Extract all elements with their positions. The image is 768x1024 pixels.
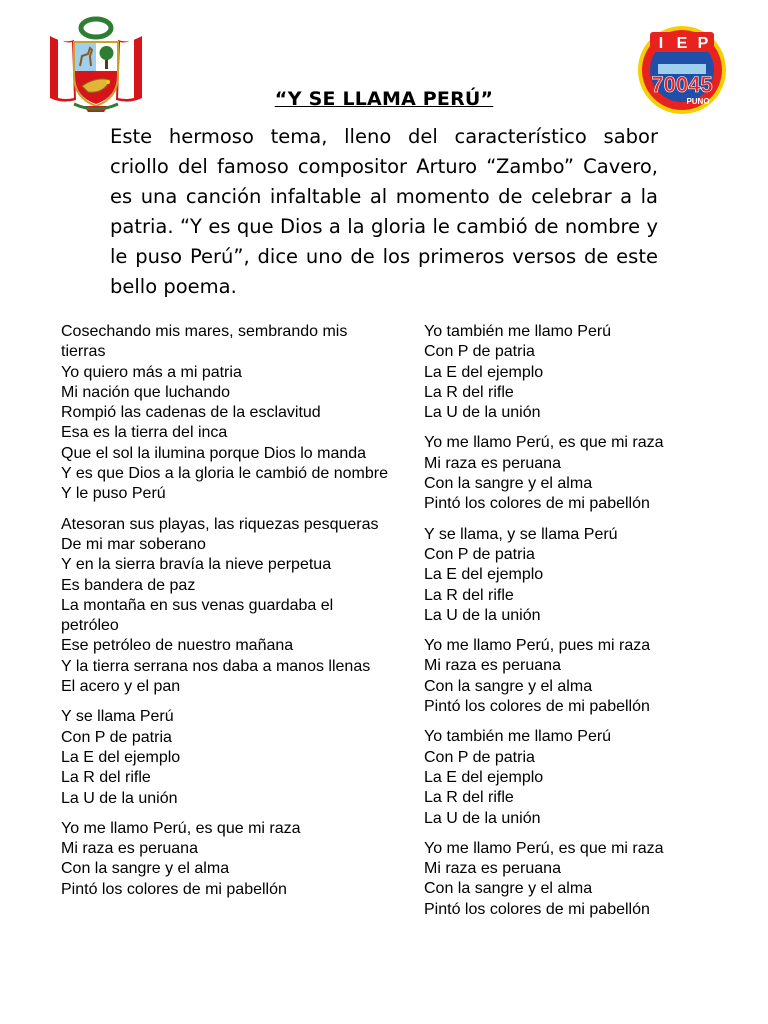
lyrics-line: La R del rifle — [424, 383, 514, 401]
lyrics-line: Pintó los colores de mi pabellón — [424, 900, 650, 918]
lyrics-line: Con la sangre y el alma — [61, 860, 230, 878]
lyrics-line: La U de la unión — [61, 789, 178, 807]
lyrics-line: La U de la unión — [424, 606, 541, 624]
lyrics-line: Mi nación que luchando — [61, 383, 231, 401]
lyrics-stanza — [424, 525, 744, 626]
lyrics-stanza — [424, 727, 744, 828]
lyrics-line: Y se llama Perú — [61, 708, 174, 726]
lyrics-line: La U de la unión — [424, 809, 541, 827]
lyrics-stanza — [424, 322, 744, 423]
logo-letter-i: I — [658, 35, 664, 52]
tree-icon — [100, 46, 114, 60]
lyrics-line: Cosechando mis mares, sembrando mis tierras — [61, 323, 348, 361]
lyrics-stanza — [61, 707, 391, 808]
lyrics-line: Pintó los colores de mi pabellón — [424, 495, 650, 513]
lyrics-stanza — [61, 819, 391, 900]
lyrics-line: Que el sol la ilumina porque Dios lo manda — [61, 444, 367, 462]
logo-letter-p: P — [697, 35, 709, 52]
lyrics-stanza — [61, 515, 391, 698]
lyrics-line: Yo también me llamo Perú — [424, 728, 612, 746]
lyrics-line: Yo me llamo Perú, pues mi raza — [424, 637, 651, 655]
page-title: “Y SE LLAMA PERÚ” — [274, 88, 494, 110]
intro-paragraph: Este hermoso tema, lleno del característico sabor criollo del famoso compositor Arturo “Zambo” Cavero, es una canción infaltable al momento de celebrar a la patria. “Y es que Dios a la gloria le cambió de nombre y le puso Perú”, dice uno de los primeros versos de este bello poema. — [110, 125, 658, 298]
lyrics-line: Rompió las cadenas de la esclavitud — [61, 404, 321, 422]
lyrics-line: La R del rifle — [61, 769, 151, 787]
lyrics-line: Mi raza es peruana — [424, 454, 561, 472]
lyrics-line: Yo me llamo Perú, es que mi raza — [61, 819, 301, 837]
lyrics-line: Con la sangre y el alma — [424, 880, 593, 898]
lyrics-line: Con P de patria — [424, 343, 535, 361]
lyrics-line: La E del ejemplo — [424, 768, 544, 786]
lyrics-line: Yo me llamo Perú, es que mi raza — [424, 839, 664, 857]
lyrics-line: La R del rifle — [424, 586, 514, 604]
logo-number: 70045 — [651, 72, 713, 97]
lyrics-line: Pintó los colores de mi pabellón — [61, 880, 287, 898]
lyrics-line: El acero y el pan — [61, 678, 181, 696]
lyrics-column-right — [424, 322, 744, 930]
lyrics-line: Mi raza es peruana — [424, 657, 561, 675]
wreath-icon — [81, 19, 111, 37]
lyrics-line: Con la sangre y el alma — [424, 475, 593, 493]
logo-place: PUNO — [686, 97, 710, 106]
lyrics-line: Con P de patria — [424, 545, 535, 563]
logo-letter-e: E — [676, 35, 688, 52]
lyrics-line: Ese petróleo de nuestro mañana — [61, 637, 294, 655]
lyrics-line: La R del rifle — [424, 789, 514, 807]
lyrics-line: Con la sangre y el alma — [424, 677, 593, 695]
lyrics-line: Y le puso Perú — [61, 485, 166, 503]
lyrics-line: La E del ejemplo — [61, 748, 181, 766]
lyrics-line: Y en la sierra bravía la nieve perpetua — [61, 556, 332, 574]
lyrics-line: Esa es la tierra del inca — [61, 424, 228, 442]
lyrics-line: La E del ejemplo — [424, 566, 544, 584]
lyrics-stanza — [424, 433, 744, 514]
lyrics-line: Pintó los colores de mi pabellón — [424, 698, 650, 716]
lyrics-line: Es bandera de paz — [61, 576, 196, 594]
lyrics-line: De mi mar soberano — [61, 535, 206, 553]
lyrics-line: Mi raza es peruana — [424, 860, 561, 878]
lyrics-line: Con P de patria — [61, 728, 172, 746]
lyrics-line: Y es que Dios a la gloria le cambió de nombre — [61, 465, 388, 483]
lyrics-line: La montaña en sus venas guardaba el petróleo — [61, 596, 334, 635]
lyrics-line: Yo me llamo Perú, es que mi raza — [424, 434, 664, 452]
lyrics-line: La E del ejemplo — [424, 363, 544, 381]
lyrics-line: Y se llama, y se llama Perú — [424, 525, 618, 543]
lyrics-line: Mi raza es peruana — [61, 840, 198, 858]
lyrics-line: Yo quiero más a mi patria — [61, 363, 242, 381]
lyrics-stanza — [424, 839, 744, 920]
lyrics-stanza — [424, 636, 744, 717]
lyrics-line: La U de la unión — [424, 404, 541, 422]
lyrics-line: Y la tierra serrana nos daba a manos llenas — [61, 657, 371, 675]
lyrics-line: Atesoran sus playas, las riquezas pesqueras — [61, 515, 379, 533]
lyrics-column-left — [61, 322, 391, 910]
lyrics-line: Con P de patria — [424, 748, 535, 766]
lyrics-stanza — [61, 322, 391, 505]
lyrics-line: Yo también me llamo Perú — [424, 323, 612, 340]
